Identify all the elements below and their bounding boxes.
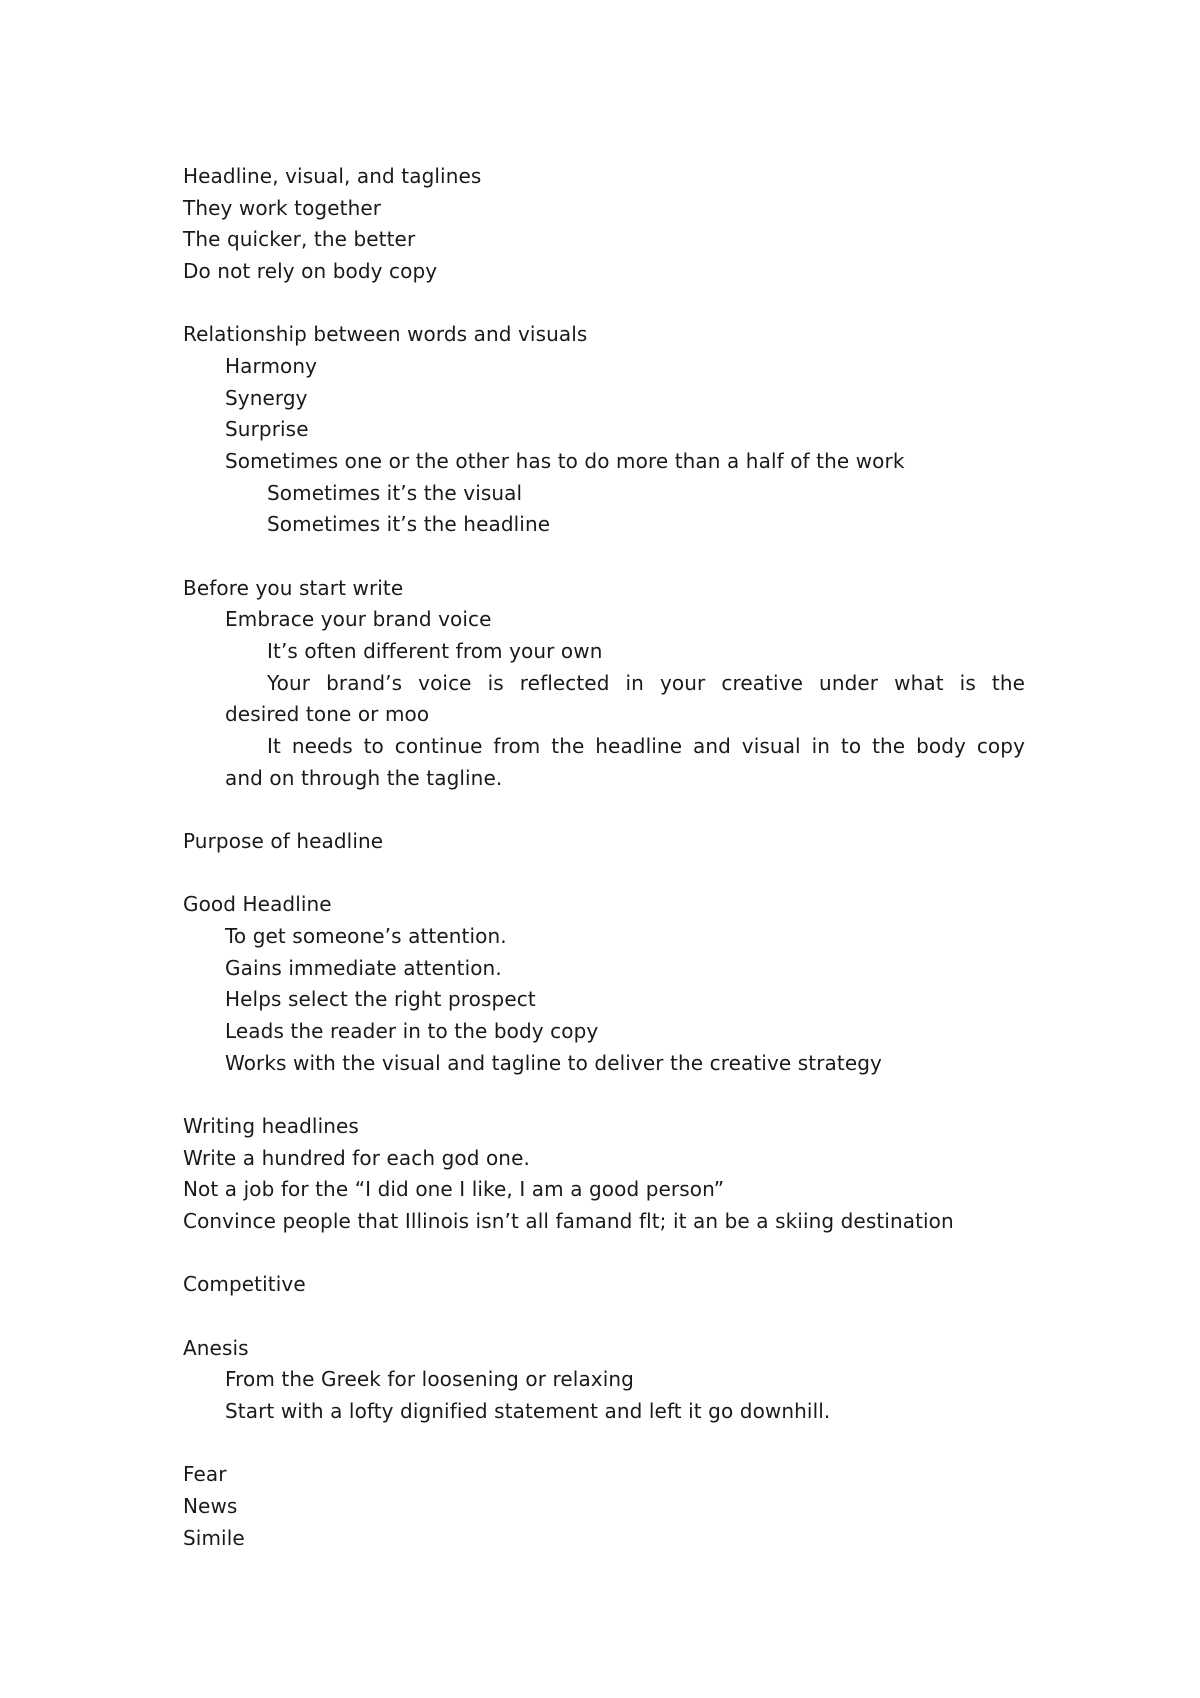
sub-list-item: Your brand’s voice is reflected in your creative under what is the	[267, 671, 1025, 695]
section-heading: Anesis	[183, 1336, 249, 1360]
list-item: Leads the reader in to the body copy	[225, 1019, 599, 1043]
intro-line: They work together	[183, 196, 382, 220]
section-heading: Purpose of headline	[183, 829, 384, 853]
list-item: Gains immediate attention.	[225, 956, 502, 980]
list-item: Start with a lofty dignified statement and left it go downhill.	[225, 1399, 831, 1423]
list-item: Works with the visual and tagline to deliver the creative strategy	[225, 1051, 882, 1075]
body-line: Not a job for the “I did one I like, I am a good person”	[183, 1177, 725, 1201]
body-line: Simile	[183, 1526, 245, 1550]
body-line: News	[183, 1494, 238, 1518]
section-heading: Before you start write	[183, 576, 404, 600]
intro-line: Do not rely on body copy	[183, 259, 438, 283]
list-item: Harmony	[225, 354, 318, 378]
list-item: Embrace your brand voice	[225, 607, 492, 631]
list-item: From the Greek for loosening or relaxing	[225, 1367, 634, 1391]
list-item: Surprise	[225, 417, 309, 441]
body-line: Write a hundred for each god one.	[183, 1146, 530, 1170]
intro-line: The quicker, the better	[183, 227, 416, 251]
sub-list-item-continued: and on through the tagline.	[225, 766, 503, 790]
body-line: Convince people that Illinois isn’t all famand flt; it an be a skiing destination	[183, 1209, 954, 1233]
sub-list-item: Sometimes it’s the visual	[267, 481, 523, 505]
list-item: Sometimes one or the other has to do more than a half of the work	[225, 449, 905, 473]
section-heading: Relationship between words and visuals	[183, 322, 588, 346]
sub-list-item: Sometimes it’s the headline	[267, 512, 551, 536]
intro-line: Headline, visual, and taglines	[183, 164, 482, 188]
sub-list-item-continued: desired tone or moo	[225, 702, 430, 726]
list-item: Synergy	[225, 386, 308, 410]
body-line: Fear	[183, 1462, 227, 1486]
section-heading: Competitive	[183, 1272, 306, 1296]
sub-list-item: It needs to continue from the headline and visual in to the body copy	[267, 734, 1025, 758]
section-heading: Writing headlines	[183, 1114, 359, 1138]
sub-list-item: It’s often different from your own	[267, 639, 603, 663]
list-item: Helps select the right prospect	[225, 987, 536, 1011]
section-heading: Good Headline	[183, 892, 332, 916]
list-item: To get someone’s attention.	[225, 924, 507, 948]
